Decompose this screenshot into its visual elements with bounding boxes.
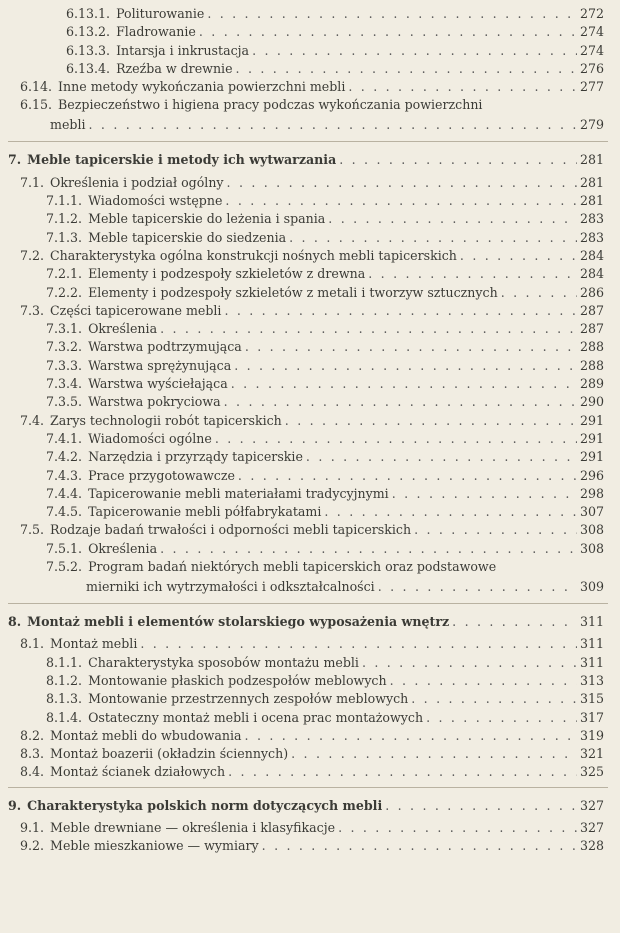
dot-leader [236,61,577,76]
toc-entry-line [20,764,604,779]
toc-page-number: 315 [579,691,604,707]
dot-leader [224,394,577,409]
toc-entry-line [20,522,604,537]
toc-entry-line [46,673,604,688]
toc-section-number: 7.4.4. [46,485,83,501]
dot-leader [285,413,577,428]
toc-entry-line [46,710,604,725]
dot-leader [291,746,577,761]
toc-entry-line [8,152,604,167]
toc-page-number: 319 [579,727,604,743]
toc-page-number: 328 [579,838,604,854]
toc-page-number: 291 [579,449,604,465]
toc-entry-line [8,798,604,813]
toc-page-number: 281 [579,174,604,190]
toc-section-number: 6.13.2. [66,24,111,40]
toc-entry-line [20,79,604,94]
toc-section-title: Montowanie przestrzennych zespołów meblowych [88,691,409,707]
toc-section-title: Części tapicerowane mebli [50,302,222,318]
toc-section-number: 7.4.2. [46,449,83,465]
toc-entry [0,6,620,24]
dot-leader [234,358,577,373]
toc-entry [0,820,620,838]
toc-entry [0,79,620,97]
toc-section-title: Określenia i podział ogólny [50,174,224,190]
toc-page-number: 284 [579,247,604,263]
toc-page-number: 287 [579,302,604,318]
dot-leader [392,486,577,501]
toc-section-title: Meble drewniane — określenia i klasyfikacje [50,819,336,835]
toc-section-number: 8.1. [20,636,45,652]
toc-page-number: 307 [579,504,604,520]
toc-entry [0,522,620,540]
toc-page-number: 327 [579,797,604,813]
toc-entry [0,504,620,522]
toc-section-number: 9. [8,797,22,813]
toc-entry-line [20,303,604,318]
toc-section-title: Warstwa wyściełająca [88,376,228,392]
toc-section-number: 7.5.1. [46,540,83,556]
toc-section-title: Warstwa sprężynująca [88,357,232,373]
toc-section-number: 8.1.2. [46,672,83,688]
toc-section-number: 7.3.2. [46,339,83,355]
toc-entry-line [46,541,604,556]
toc-entry-line [46,431,604,446]
toc-section-title: Charakterystyka ogólna konstrukcji nośnych mebli tapicerskich [50,247,457,263]
toc-section-number: 7.1.2. [46,211,83,227]
dot-leader [140,636,577,651]
toc-section-title: Elementy i podzespoły szkieletów z drewna [88,266,366,282]
toc-entry-line [20,838,604,853]
toc-page-number: 272 [579,6,604,21]
toc-page-number: 277 [579,79,604,95]
toc-section-title-continuation: mebli [50,117,86,133]
toc-chapter-entry [0,152,620,170]
toc-section-title: Meble tapicerskie do siedzenia [88,229,287,245]
dot-leader [378,579,577,594]
toc-entry [0,486,620,504]
dot-leader [224,303,577,318]
toc-page-number: 291 [579,430,604,446]
dot-leader [414,522,577,537]
toc-page-number: 311 [579,614,604,630]
toc-section-title: Meble mieszkaniowe — wymiary [50,838,259,854]
toc-entry [0,358,620,376]
toc-entry [0,97,620,137]
toc-entry-line [8,614,604,629]
toc-section-title: Rodzaje badań trwałości i odporności mebli tapicerskich [50,522,412,538]
toc-section-number: 6.13.3. [66,42,111,58]
toc-entry-line [20,248,604,263]
toc-entry [0,303,620,321]
toc-page-number: 325 [579,764,604,780]
toc-section-number: 7.5.2. [46,559,83,575]
toc-section-title: Inne metody wykończania powierzchni mebli [58,79,346,95]
toc-page-number: 308 [579,522,604,538]
dot-leader [227,175,577,190]
dot-leader [362,655,577,670]
toc-section-title: Zarys technologii robót tapicerskich [50,412,282,428]
toc-entry [0,655,620,673]
toc-page-number: 321 [579,746,604,762]
toc-entry [0,248,620,266]
toc-section-title: Montaż mebli do wbudowania [50,727,242,743]
dot-leader [306,449,577,464]
toc-entry-line [46,394,604,409]
toc-section-number: 8.4. [20,764,45,780]
dot-leader [426,710,577,725]
toc-section-title: Montaż boazerii (okładzin ściennych) [50,746,289,762]
toc-chapter-entry [0,614,620,632]
toc-entry-line [46,449,604,464]
toc-section-number: 7.3.5. [46,394,83,410]
toc-entry [0,413,620,431]
toc-page-number: 274 [579,42,604,58]
toc-page-number: 286 [579,284,604,300]
toc-section-title: Warstwa pokryciowa [88,394,221,410]
dot-leader [348,79,577,94]
toc-section-number: 8.1.1. [46,654,83,670]
toc-section-number: 7.5. [20,522,45,538]
toc-entry [0,710,620,728]
toc-section-title: Charakterystyka sposobów montażu mebli [88,654,359,670]
toc-section-number: 6.13.1. [66,6,111,21]
toc-page-number: 281 [579,152,604,168]
toc-section-number: 9.2. [20,838,45,854]
toc-section-number: 7. [8,152,22,168]
toc-page-number: 288 [579,357,604,373]
toc-entry [0,728,620,746]
toc-section-number: 7.2.2. [46,284,83,300]
toc-entry-line [20,820,604,835]
toc-page-number: 311 [579,636,604,652]
toc-section-title: Meble tapicerskie i metody ich wytwarzania [27,152,337,168]
dot-leader [225,193,577,208]
toc-entry [0,673,620,691]
toc-page-number: 311 [579,654,604,670]
toc-section-number: 7.2.1. [46,266,83,282]
toc-page-number: 279 [579,117,604,133]
toc-section-title: Wiadomości ogólne [88,430,212,446]
dot-leader [501,285,577,300]
toc-section-number: 7.3. [20,302,45,318]
toc-section-title: Warstwa podtrzymująca [88,339,242,355]
toc-section-title: Meble tapicerskie do leżenia i spania [88,211,326,227]
toc-section-title: Montaż ścianek działowych [50,764,226,780]
toc-entry [0,764,620,782]
toc-section-title: Montaż mebli [50,636,138,652]
toc-entry-line [46,321,604,336]
toc-entry [0,636,620,654]
dot-leader [238,468,577,483]
toc-section-number: 8.1.3. [46,691,83,707]
toc-page-number: 289 [579,376,604,392]
toc-entry-line [46,486,604,501]
toc-section-number: 7.1.3. [46,229,83,245]
toc-entry-line [46,691,604,706]
toc-page-number: 313 [579,672,604,688]
toc-page-number: 291 [579,412,604,428]
toc-section-title: Tapicerowanie mebli materiałami tradycyjnymi [88,485,389,501]
chapter-separator-rule [8,787,608,788]
toc-page-number: 284 [579,266,604,282]
toc-entry [0,431,620,449]
toc-page-number: 288 [579,339,604,355]
toc-section-title: Wiadomości wstępne [88,193,223,209]
toc-entry-line [20,728,604,743]
toc-entry [0,468,620,486]
toc-section-title: Montowanie płaskich podzespołów meblowych [88,672,387,688]
toc-entry-line [46,339,604,354]
toc-entry-line [20,636,604,651]
toc-entry-line [66,6,604,21]
toc-entry-line [20,746,604,761]
toc-section-title: Bezpieczeństwo i higiena pracy podczas wykończania powierzchni [58,97,483,113]
dot-leader [262,838,577,853]
toc-entry [0,541,620,559]
toc-section-title: Tapicerowanie mebli półfabrykatami [88,504,322,520]
toc-entry-line [46,358,604,373]
toc-entry [0,449,620,467]
toc-page-number: 317 [579,709,604,725]
toc-entry-line [20,97,604,112]
toc-page-number: 309 [579,579,604,595]
toc-section-number: 8.1.4. [46,709,83,725]
toc-entry [0,193,620,211]
toc-entry [0,559,620,599]
toc-entry-line [46,559,604,574]
toc-page-number: 290 [579,394,604,410]
toc-entry [0,175,620,193]
toc-entry-line [46,266,604,281]
toc-section-title: Intarsja i inkrustacja [116,42,250,58]
toc-entry [0,838,620,856]
dot-leader [289,230,577,245]
toc-entry [0,285,620,303]
toc-section-title: Określenia [88,540,158,556]
toc-section-number: 7.3.3. [46,357,83,373]
toc-entry-line [46,376,604,391]
toc-chapter-entry [0,798,620,816]
toc-entry [0,691,620,709]
toc-page-number: 274 [579,24,604,40]
toc-section-number: 7.1. [20,174,45,190]
toc-entry-line [46,655,604,670]
toc-section-number: 9.1. [20,819,45,835]
toc-entry-line [46,468,604,483]
toc-section-number: 8.3. [20,746,45,762]
toc-page-number: 283 [579,211,604,227]
toc-entry-line [46,504,604,519]
toc-page-number: 298 [579,485,604,501]
dot-leader [160,321,577,336]
toc-page-number: 283 [579,229,604,245]
toc-entry [0,746,620,764]
table-of-contents [0,6,620,857]
chapter-separator-rule [8,603,608,604]
dot-leader [228,764,577,779]
dot-leader [338,820,577,835]
toc-section-number: 7.3.4. [46,376,83,392]
toc-entry [0,376,620,394]
toc-section-number: 7.4.1. [46,430,83,446]
dot-leader [328,211,577,226]
dot-leader [390,673,577,688]
toc-section-title: Ostateczny montaż mebli i ocena prac montażowych [88,709,424,725]
toc-page-number: 276 [579,60,604,76]
dot-leader [385,798,577,813]
toc-entry-continuation [46,579,604,594]
dot-leader [160,541,577,556]
toc-section-number: 6.13.4. [66,60,111,76]
toc-section-number: 8. [8,614,22,630]
toc-section-number: 7.2. [20,247,45,263]
toc-entry [0,266,620,284]
toc-section-number: 7.4.3. [46,467,83,483]
toc-entry [0,24,620,42]
toc-section-title: Narzędzia i przyrządy tapicerskie [88,449,303,465]
dot-leader [252,43,577,58]
toc-entry [0,43,620,61]
toc-entry-line [46,211,604,226]
toc-section-title: Politurowanie [116,6,205,21]
toc-section-title: Charakterystyka polskich norm dotyczących mebli [27,797,383,813]
toc-entry [0,394,620,412]
dot-leader [231,376,577,391]
toc-page-number: 296 [579,467,604,483]
toc-entry [0,339,620,357]
chapter-separator-rule [8,141,608,142]
toc-section-number: 7.3.1. [46,321,83,337]
toc-section-number: 7.1.1. [46,193,83,209]
dot-leader [452,614,577,629]
dot-leader [245,728,577,743]
toc-entry-line [66,43,604,58]
dot-leader [245,339,577,354]
dot-leader [199,24,577,39]
toc-section-title: Określenia [88,321,158,337]
toc-entry [0,230,620,248]
toc-entry-line [20,413,604,428]
toc-entry-line [66,24,604,39]
toc-section-title: Prace przygotowawcze [88,467,235,483]
dot-leader [324,504,577,519]
toc-section-number: 7.4. [20,412,45,428]
toc-section-title: Program badań niektórych mebli tapicerskich oraz podstawowe [88,559,497,575]
toc-page-number: 287 [579,321,604,337]
dot-leader [207,6,577,21]
toc-section-number: 6.14. [20,79,53,95]
dot-leader [89,117,577,132]
dot-leader [215,431,577,446]
dot-leader [368,266,577,281]
toc-section-number: 8.2. [20,727,45,743]
dot-leader [460,248,577,263]
toc-page-number: 281 [579,193,604,209]
toc-section-title: Montaż mebli i elementów stolarskiego wyposażenia wnętrz [27,614,450,630]
toc-section-number: 6.15. [20,97,53,113]
toc-section-number: 7.4.5. [46,504,83,520]
toc-page-number: 327 [579,819,604,835]
toc-section-title: Rzeźba w drewnie [116,60,233,76]
toc-entry-line [46,230,604,245]
toc-entry-line [66,61,604,76]
toc-entry-continuation [20,117,604,132]
dot-leader [411,691,577,706]
toc-entry-line [46,193,604,208]
toc-section-title: Fladrowanie [116,24,196,40]
toc-page-number: 308 [579,540,604,556]
toc-entry-line [46,285,604,300]
toc-entry [0,321,620,339]
toc-section-title: Elementy i podzespoły szkieletów z metali i tworzyw sztucznych [88,284,498,300]
toc-entry [0,61,620,79]
toc-section-title-continuation: mierniki ich wytrzymałości i odkształcalności [86,579,375,595]
dot-leader [339,152,577,167]
toc-entry-line [20,175,604,190]
toc-entry [0,211,620,229]
